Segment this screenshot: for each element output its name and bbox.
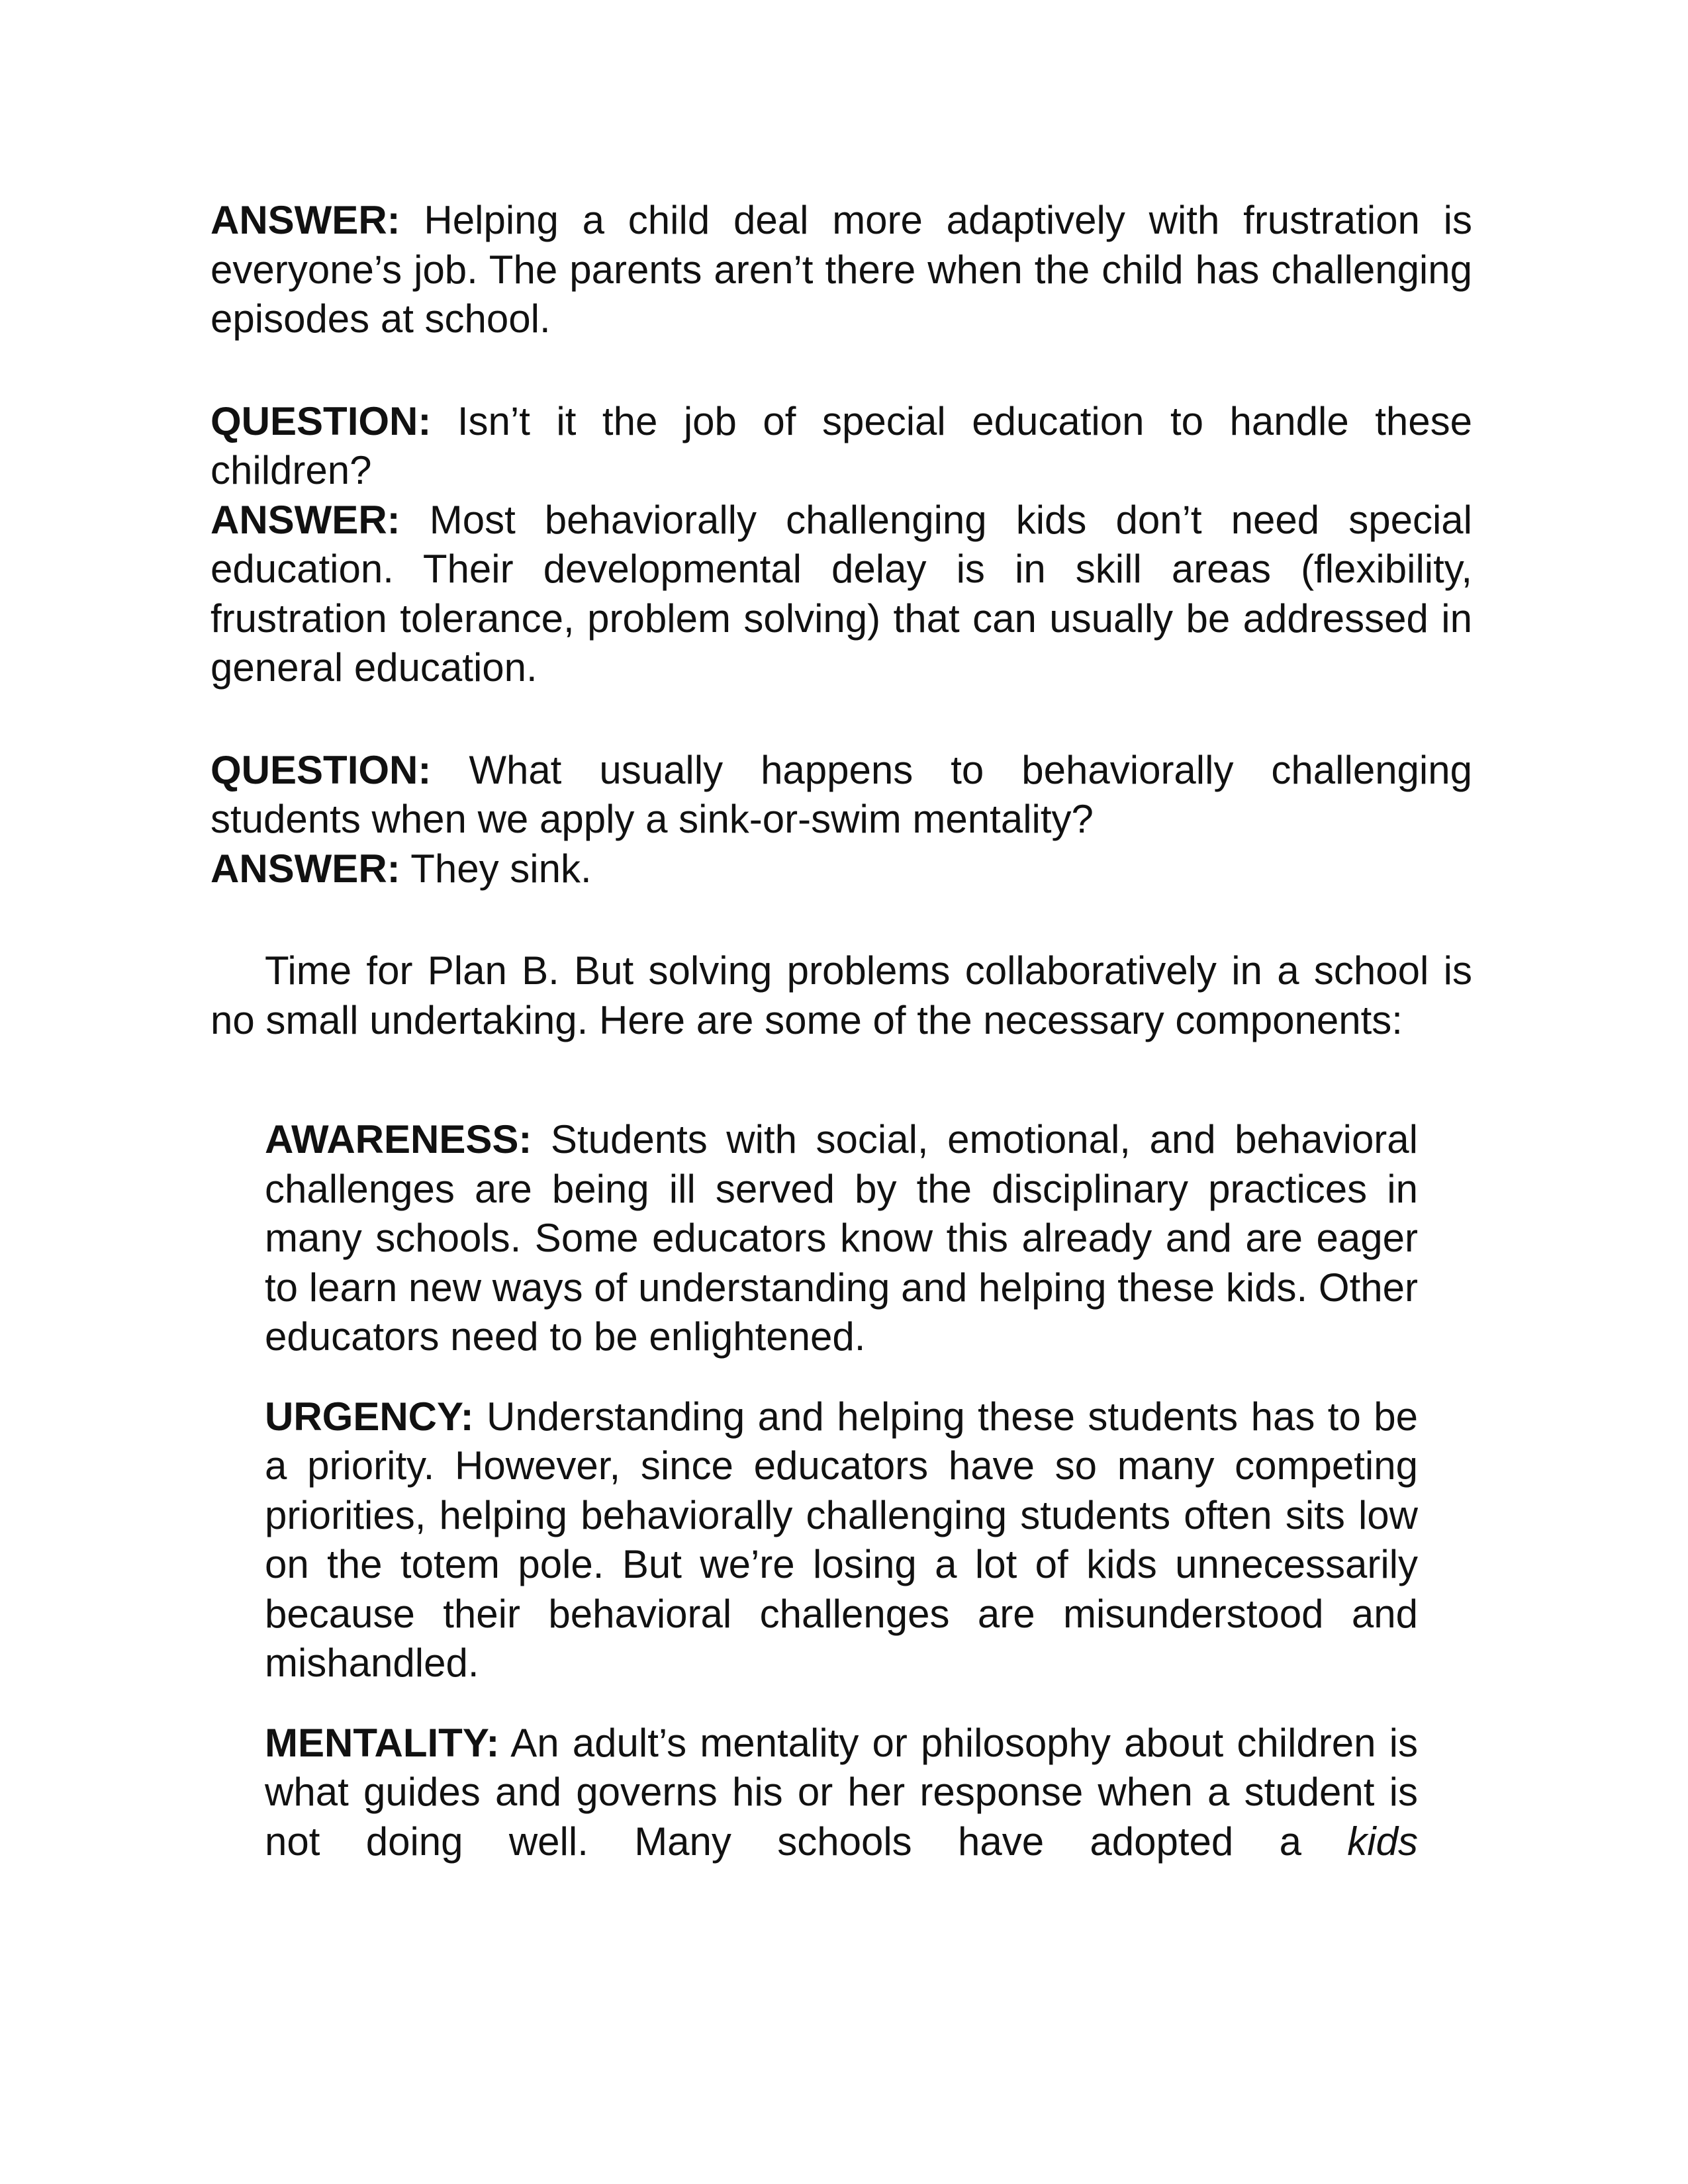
component-label: URGENCY: <box>265 1394 474 1439</box>
component-label: MENTALITY: <box>265 1720 500 1765</box>
answer-label: ANSWER: <box>211 846 400 891</box>
question-text: What usually happens to behaviorally challenging students when we apply a sink-or-swim mentality? <box>211 747 1472 841</box>
component-mentality <box>265 1719 1418 1867</box>
intro-paragraph: Time for Plan B. But solving problems collaboratively in a school is no small undertaking. Here are some of the necessary components: <box>211 948 1472 1042</box>
answer-paragraph-2 <box>211 496 1472 693</box>
document-page <box>211 196 1472 1866</box>
question-paragraph-3 <box>211 746 1472 844</box>
component-awareness <box>265 1115 1418 1362</box>
answer-text: Most behaviorally challenging kids don’t need special education. Their developmental delay is in skill areas (flexibility, frustration tolerance, problem solving) that can usually be addressed in general education. <box>211 497 1472 690</box>
answer-label: ANSWER: <box>211 198 400 242</box>
question-label: QUESTION: <box>211 398 432 443</box>
component-text: Understanding and helping these students has to be a priority. However, since educators have so many competing priorities, helping behaviorally challenging students often sits low on the totem pole. But we’re losing a lot of kids unnecessarily because their behavioral challenges are misunderstood and mishandled. <box>265 1394 1418 1685</box>
component-text: Students with social, emotional, and behavioral challenges are being ill served by the disciplinary practices in many schools. Some educators know this already and are eager to learn new ways of understanding and helping these kids. Other educators need to be enlightened. <box>265 1117 1418 1359</box>
component-label: AWARENESS: <box>265 1117 532 1161</box>
question-label: QUESTION: <box>211 747 432 792</box>
answer-paragraph-1 <box>211 196 1472 344</box>
component-italic-text: kids <box>1347 1819 1418 1864</box>
component-text: An adult’s mentality or philosophy about children is what guides and governs his or her response when a student is not doing well. Many schools have adopted a <box>265 1720 1418 1864</box>
answer-text: Helping a child deal more adaptively with frustration is everyone’s job. The parents aren’t there when the child has challenging episodes at school. <box>211 198 1472 341</box>
answer-label: ANSWER: <box>211 497 400 542</box>
component-urgency <box>265 1392 1418 1688</box>
question-paragraph-2 <box>211 397 1472 496</box>
question-text: Isn’t it the job of special education to handle these children? <box>211 398 1472 492</box>
answer-text: They sink. <box>400 846 592 891</box>
answer-paragraph-3 <box>211 844 1472 894</box>
